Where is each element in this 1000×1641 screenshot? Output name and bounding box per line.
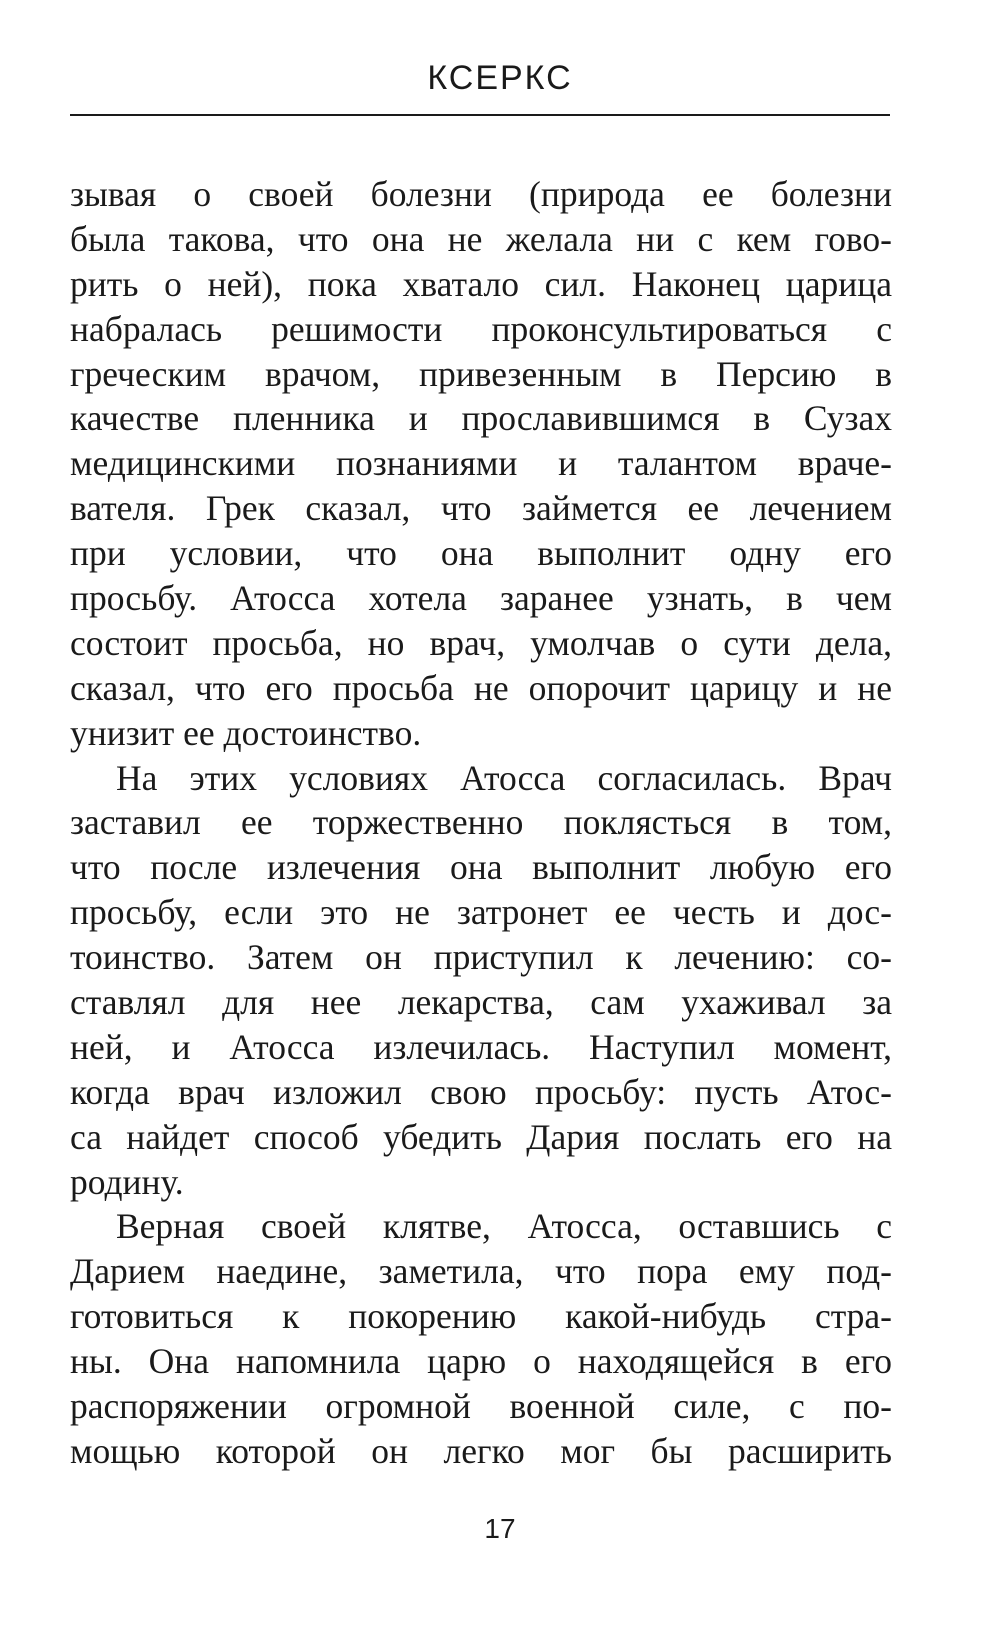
text-line: рить о ней), пока хватало сил. Наконец царица xyxy=(70,263,892,304)
text-line: когда врач изложил свою просьбу: пусть Атос- xyxy=(70,1071,892,1112)
paragraph-first-line: На этих условиях Атосса согласилась. Врач xyxy=(116,757,892,798)
text-line: распоряжении огромной военной силе, с по- xyxy=(70,1386,892,1427)
running-title: КСЕРКС xyxy=(427,59,573,97)
text-line: просьбу, если это не затронет ее честь и дос- xyxy=(70,892,892,933)
text-line: сказал, что его просьба не опорочит царицу и не xyxy=(70,667,892,708)
text-line: са найдет способ убедить Дария послать его на xyxy=(70,1116,892,1157)
page-number: 17 xyxy=(484,1513,516,1544)
text-line: набралась решимости проконсультироваться с xyxy=(70,308,892,349)
text-line: просьбу. Атосса хотела заранее узнать, в чем xyxy=(70,578,892,619)
text-line: медицинскими познаниями и талантом враче- xyxy=(70,443,892,484)
text-line: ставлял для нее лекарства, сам ухаживал за xyxy=(70,982,892,1023)
text-line: состоит просьба, но врач, умолчав о сути дела, xyxy=(70,622,892,663)
text-line: Дарием наедине, заметила, что пора ему под- xyxy=(70,1251,892,1292)
text-line: готовиться к покорению какой-нибудь стра- xyxy=(70,1296,892,1337)
text-line: вателя. Грек сказал, что займется ее лечением xyxy=(70,488,892,529)
text-line: что после излечения она выполнит любую его xyxy=(70,847,892,888)
text-line: ней, и Атосса излечилась. Наступил момент, xyxy=(70,1026,892,1067)
paragraph-first-line: Верная своей клятве, Атосса, оставшись с xyxy=(116,1206,892,1247)
body-text xyxy=(70,172,892,1474)
text-line: родину. xyxy=(70,1161,184,1202)
text-line: греческим врачом, привезенным в Персию в xyxy=(70,353,892,394)
text-line: заставил ее торжественно поклясться в том, xyxy=(70,802,892,843)
text-line: качестве пленника и прославившимся в Сузах xyxy=(70,398,892,439)
text-line: унизит ее достоинство. xyxy=(70,712,422,753)
header-divider xyxy=(70,114,890,116)
text-line: была такова, что она не желала ни с кем гово- xyxy=(70,218,892,259)
text-line: зывая о своей болезни (природа ее болезни xyxy=(70,174,892,214)
text-line: при условии, что она выполнит одну его xyxy=(70,533,892,574)
text-line: ны. Она напомнила царю о находящейся в его xyxy=(70,1341,892,1382)
text-line: тоинство. Затем он приступил к лечению: со- xyxy=(70,937,892,978)
text-line: мощью которой он легко мог бы расширить xyxy=(70,1430,892,1471)
